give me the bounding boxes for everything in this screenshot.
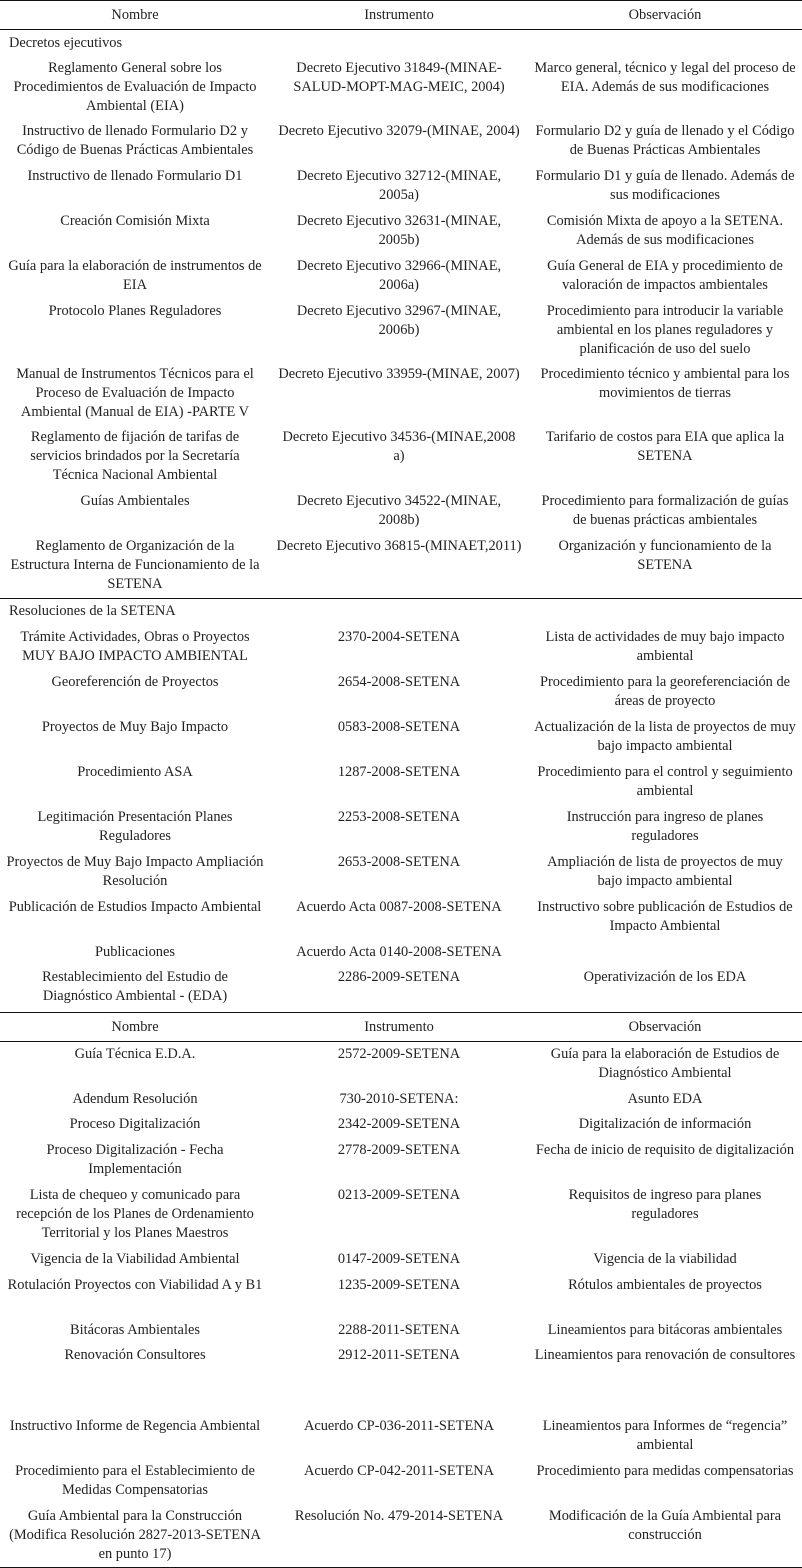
cell-observacion: Modificación de la Guía Ambiental para construcción <box>548 1507 782 1543</box>
cell-instrumento: Decreto Ejecutivo 33959-(MINAE, 2007) <box>278 366 520 382</box>
cell-nombre: Instructivo de llenado Formulario D1 <box>27 168 243 184</box>
table-row <box>0 489 802 534</box>
cell-observacion: Actualización de la lista de proyectos de muy bajo impacto ambiental <box>534 718 796 754</box>
table-row <box>0 1138 802 1183</box>
table-row <box>0 805 802 850</box>
table-row <box>0 965 802 1006</box>
cell-instrumento: Acuerdo CP-036-2011-SETENA <box>303 1417 495 1434</box>
cell-instrumento: 2253-2008-SETENA <box>337 808 461 825</box>
cell-observacion: Ampliación de lista de proyectos de muy bajo impacto ambiental <box>547 853 783 889</box>
cell-nombre: Reglamento de Organización de la Estructura Interna de Funcionamiento de la SETENA <box>10 538 260 592</box>
cell-instrumento: 2778-2009-SETENA <box>337 1141 461 1158</box>
cell-instrumento: 0213-2009-SETENA <box>337 1186 461 1203</box>
table-row <box>0 119 802 164</box>
table-row <box>0 1459 802 1504</box>
table-row <box>0 715 802 760</box>
cell-nombre: Proyectos de Muy Bajo Impacto Ampliación Resolución <box>6 853 264 889</box>
cell-instrumento: Decreto Ejecutivo 32079-(MINAE, 2004) <box>278 123 520 139</box>
cell-nombre: Creación Comisión Mixta <box>60 213 210 229</box>
cell-nombre: Legitimación Presentación Planes Reguladores <box>37 808 233 844</box>
cell-instrumento: 730-2010-SETENA: <box>339 1090 459 1107</box>
cell-nombre: Guía Técnica E.D.A. <box>74 1046 196 1062</box>
cell-instrumento: Decreto Ejecutivo 32966-(MINAE, 2006a) <box>296 258 502 293</box>
cell-instrumento: 2654-2008-SETENA <box>337 673 461 690</box>
table-row <box>0 1504 802 1568</box>
table-row <box>0 670 802 715</box>
cell-observacion: Lineamientos para Informes de “regencia” ambiental <box>542 1417 788 1453</box>
cell-observacion: Instrucción para ingreso de planes reguladores <box>566 808 764 844</box>
table-row <box>0 625 802 670</box>
cell-nombre: Georeferención de Proyectos <box>51 673 219 690</box>
section-title: Resoluciones de la SETENA <box>0 598 802 625</box>
cell-observacion: Procedimiento técnico y ambiental para los movimientos de tierras <box>540 366 790 401</box>
cell-instrumento: Resolución No. 479-2014-SETENA <box>294 1507 504 1524</box>
cell-nombre: Bitácoras Ambientales <box>70 1321 200 1338</box>
cell-instrumento: 1235-2009-SETENA <box>337 1276 461 1293</box>
table-row <box>0 940 802 965</box>
cell-nombre: Procedimiento para el Establecimiento de Medidas Compensatorias <box>15 1462 255 1498</box>
cell-nombre: Lista de chequeo y comunicado para recepción de los Planes de Ordenamiento Territorial y los Planes Maestros <box>16 1186 254 1241</box>
cell-instrumento: Decreto Ejecutivo 36815-(MINAET,2011) <box>276 538 522 554</box>
cell-observacion: Comisión Mixta de apoyo a la SETENA. Además de sus modificaciones <box>546 213 784 248</box>
cell-instrumento: Decreto Ejecutivo 34536-(MINAE,2008 a) <box>282 429 516 464</box>
cell-instrumento: 1287-2008-SETENA <box>337 763 461 780</box>
header-observacion: Observación <box>628 6 702 23</box>
cell-instrumento: 2572-2009-SETENA <box>337 1046 461 1062</box>
table-row <box>0 1343 802 1414</box>
cell-observacion: Digitalización de información <box>578 1115 752 1132</box>
cell-observacion: Guía para la elaboración de Estudios de Diagnóstico Ambiental <box>550 1046 780 1081</box>
cell-nombre: Guías Ambientales <box>80 493 190 509</box>
header-instrumento: Instrumento <box>364 6 434 23</box>
cell-instrumento: 0147-2009-SETENA <box>337 1250 461 1267</box>
table-row <box>0 425 802 489</box>
cell-nombre: Reglamento General sobre los Procedimientos de Evaluación de Impacto Ambiental (EIA) <box>13 60 257 114</box>
table-row <box>0 1318 802 1343</box>
table-header-row <box>0 1 802 30</box>
table-row <box>0 362 802 425</box>
cell-observacion: Lista de actividades de muy bajo impacto ambiental <box>545 628 785 664</box>
table-row <box>0 56 802 119</box>
cell-nombre: Reglamento de fijación de tarifas de servicios brindados por la Secretaría Técnica Nacional Ambiental <box>30 429 240 483</box>
cell-nombre: Manual de Instrumentos Técnicos para el Proceso de Evaluación de Impacto Ambiental (Manual de EIA) -PARTE V <box>16 366 254 420</box>
cell-observacion: Procedimiento para introducir la variable ambiental en los planes reguladores y planificación de uso del suelo <box>546 303 784 357</box>
cell-nombre: Instructivo Informe de Regencia Ambiental <box>9 1417 261 1434</box>
cell-nombre: Renovación Consultores <box>64 1346 206 1363</box>
cell-nombre: Proceso Digitalización <box>69 1115 201 1132</box>
table-row <box>0 850 802 895</box>
table-row <box>0 760 802 805</box>
cell-observacion: Requisitos de ingreso para planes reguladores <box>568 1186 762 1222</box>
cell-instrumento: 2286-2009-SETENA <box>337 968 461 985</box>
cell-observacion: Lineamientos para renovación de consultores <box>534 1346 796 1363</box>
table-row <box>0 1273 802 1318</box>
cell-observacion: Rótulos ambientales de proyectos <box>568 1276 762 1293</box>
header-observacion: Observación <box>628 1018 702 1035</box>
cell-observacion: Lineamientos para bitácoras ambientales <box>547 1321 783 1338</box>
cell-nombre: Vigencia de la Viabilidad Ambiental <box>30 1250 240 1267</box>
cell-instrumento: 2288-2011-SETENA <box>338 1321 460 1338</box>
regulations-table-part-2 <box>0 1012 802 1568</box>
cell-nombre: Trámite Actividades, Obras o Proyectos MUY BAJO IMPACTO AMBIENTAL <box>20 628 250 664</box>
cell-nombre: Guía para la elaboración de instrumentos de EIA <box>8 258 262 293</box>
cell-nombre: Guía Ambiental para la Construcción (Modifica Resolución 2827-2013-SETENA en punto 17) <box>9 1507 261 1562</box>
section-header-row <box>0 30 802 57</box>
table-row <box>0 1112 802 1138</box>
cell-observacion: Marco general, técnico y legal del proceso de EIA. Además de sus modificaciones <box>534 60 796 95</box>
cell-instrumento: Decreto Ejecutivo 31849-(MINAE-SALUD-MOPT-MAG-MEIC, 2004) <box>293 60 505 95</box>
cell-nombre: Publicaciones <box>95 943 175 960</box>
cell-nombre: Restablecimiento del Estudio de Diagnóstico Ambiental - (EDA) <box>42 968 228 1004</box>
table-row <box>0 1247 802 1273</box>
section-header-row <box>0 598 802 625</box>
cell-instrumento: Decreto Ejecutivo 32631-(MINAE, 2005b) <box>296 213 502 248</box>
cell-nombre: Procedimiento ASA <box>77 763 193 780</box>
cell-instrumento: Acuerdo Acta 0087-2008-SETENA <box>296 898 502 915</box>
cell-instrumento: Acuerdo Acta 0140-2008-SETENA <box>296 943 502 960</box>
cell-observacion: Guía General de EIA y procedimiento de valoración de impactos ambientales <box>547 258 783 293</box>
cell-observacion: Procedimiento para el control y seguimiento ambiental <box>537 763 793 799</box>
header-nombre: Nombre <box>111 6 159 23</box>
table-header-row <box>0 1013 802 1042</box>
cell-observacion: Asunto EDA <box>627 1090 703 1107</box>
table-row <box>0 1087 802 1112</box>
cell-instrumento: 2370-2004-SETENA <box>337 628 461 645</box>
header-instrumento: Instrumento <box>364 1018 434 1035</box>
cell-observacion: Tarifario de costos para EIA que aplica la SETENA <box>545 429 785 464</box>
cell-observacion: Procedimiento para formalización de guías de buenas prácticas ambientales <box>541 493 789 528</box>
cell-nombre: Adendum Resolución <box>72 1090 198 1107</box>
cell-instrumento: Decreto Ejecutivo 34522-(MINAE, 2008b) <box>296 493 502 528</box>
cell-observacion: Procedimiento para la georeferenciación de áreas de proyecto <box>539 673 791 709</box>
cell-nombre: Protocolo Planes Reguladores <box>48 303 222 319</box>
cell-instrumento: Decreto Ejecutivo 32967-(MINAE, 2006b) <box>296 303 502 338</box>
cell-observacion: Procedimiento para medidas compensatorias <box>536 1462 794 1479</box>
cell-observacion: Fecha de inicio de requisito de digitalización <box>535 1141 795 1158</box>
table-row <box>0 895 802 940</box>
cell-instrumento: Decreto Ejecutivo 32712-(MINAE, 2005a) <box>296 168 502 203</box>
cell-nombre: Proyectos de Muy Bajo Impacto <box>41 718 229 735</box>
cell-nombre: Rotulación Proyectos con Viabilidad A y B1 <box>7 1276 263 1293</box>
cell-observacion: Formulario D2 y guía de llenado y el Código de Buenas Prácticas Ambientales <box>535 123 795 158</box>
table-row <box>0 1042 802 1087</box>
cell-nombre: Proceso Digitalización - Fecha Implementación <box>46 1141 224 1177</box>
cell-instrumento: 2342-2009-SETENA <box>337 1115 461 1132</box>
table-row <box>0 1414 802 1459</box>
header-nombre: Nombre <box>111 1018 159 1035</box>
table-row <box>0 164 802 209</box>
cell-observacion: Vigencia de la viabilidad <box>593 1250 737 1267</box>
cell-instrumento: 2653-2008-SETENA <box>337 853 461 870</box>
cell-instrumento: Acuerdo CP-042-2011-SETENA <box>303 1462 495 1479</box>
table-row <box>0 1183 802 1247</box>
cell-nombre: Instructivo de llenado Formulario D2 y Código de Buenas Prácticas Ambientales <box>16 123 254 158</box>
cell-instrumento: 0583-2008-SETENA <box>337 718 461 735</box>
cell-observacion <box>528 940 802 965</box>
table-row <box>0 534 802 598</box>
table-row <box>0 299 802 362</box>
cell-observacion: Operativización de los EDA <box>583 968 747 985</box>
cell-observacion: Organización y funcionamiento de la SETENA <box>558 538 772 573</box>
cell-nombre: Publicación de Estudios Impacto Ambiental <box>8 898 262 915</box>
cell-instrumento: 2912-2011-SETENA <box>338 1346 460 1363</box>
cell-observacion: Instructivo sobre publicación de Estudios de Impacto Ambiental <box>537 898 793 934</box>
table-row <box>0 209 802 254</box>
table-row <box>0 254 802 299</box>
cell-observacion: Formulario D1 y guía de llenado. Además de sus modificaciones <box>535 168 795 203</box>
section-title: Decretos ejecutivos <box>9 34 123 51</box>
